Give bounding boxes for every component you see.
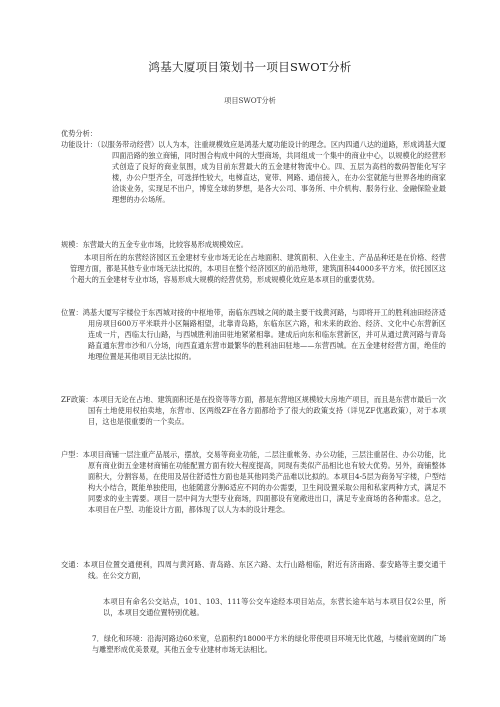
document-title: 鸿基大厦项目策划书一项目SWOT分析	[148, 60, 352, 74]
unit-type-paragraph: 户型：本项目商铺一层注重产品展示，摆放，交易等商业功能，二层注重帐务、办公功能，三层注重居住、办公功能，比原有商业街五金建材商铺在功能配置方面有较大程度提高，同现有类似产品相比也有较大优势。另外，商铺整体面积大，分割容易，在使用及居住舒适性方面也是其他同类产品难以比拟的。本项目4-5层为商务写字楼，户型结构大小结合，既能单独使用，也能随意分割6适应不同的办公需要，卫生间设置采取公用和私家两种方式，满足不同要求的业主需要。项目一层中间为大型专业商场，四面都设有宽敞进出口，满足专业商场的各种需求。总之，本项目在户型、功能设计方面，都体现了以人为本的设计理念。	[61, 450, 446, 514]
document-subtitle: 项目SWOT分析	[224, 96, 276, 105]
scale-detail-paragraph: 本项目所在的东营经济园区五金建材专业市场无论在占地面积、建筑面积、入住业主、产品品种还是在价格、经营管理方面，都是其他专业市场无法比拟的，本项目在整个经济园区的前沿地带，建筑面积44000多平方米，依托园区这个超大的五金建材专业市场，容易形成大规模的经营优势，形成规模化效应是本项目的重要优势。	[70, 253, 446, 284]
advantages-heading: 优势分析：	[61, 129, 97, 138]
zf-policy-paragraph: ZF政策：本项目无论在占地、建筑面积还是在投资等等方面，都是东营地区规模较大房地产项目，而且是东营市最后一次国有土地使用权拍卖地，东营市、区两级ZF在各方面都给予了很大的政策支持（详见ZF优惠政策），对于本项目，这也是很重要的一个卖点。	[61, 395, 446, 426]
location-paragraph: 位置：鸿基大厦写字楼位于东西城对接的中枢地带，南临东西城之间的最主要干线黄河路，与即将开工的胜利油田经济适用房项目600万平米联并小区隔路相望，北靠青岛路，东临东区六路，和未来的政治、经济、文化中心东营新区连成一片，西临太行山路，与西城胜利油田驻地紧紧相靠。建成后向东和临东营新区，并可从通过黄河路与青岛路直通东营市沙和八分场，向西直通东营市最繁华的胜利油田驻地——东营西城。在五金建材经营方面，绝佳的地理位置是其他项目无法比拟的。	[61, 308, 446, 361]
traffic-detail-paragraph: 本项目有命名公交站点，101、103、111等公交车途经本项目站点，东营长途车站与本项目仅2公里，所以，本项目交通位置特别优越。	[103, 597, 446, 617]
function-design-paragraph: 功能设计：（以服务带动经营）以人为本，注重规模效应是鸿基大厦功能设计的理念。区内四通八达的道路，形成鸿基大厦四面沿路的独立商铺，同时围合构成中间的大型商场，共同组成一个集中的商业中心，以规模化的经营形式创造了良好的商业氛围，成为目前东营最大的五金建材物流中心。四、五层为高档的数码智能化写字楼，办公户型齐全，可选择性较大，电梯直达，宽带、网路、通信接入，在办公室就能与世界各地的商家洽谈业务，实现足不出户，博览全球的梦想，是各大公司、事务所、中介机构、服务行业、金融保险业最理想的办公场所。	[61, 140, 446, 204]
traffic-paragraph: 交通：本项目位置交通便利，四周与黄河路、青岛路、东区六路、太行山路相临，附近有济南路、泰安路等主要交通干线。在公交方面，	[61, 560, 446, 580]
scale-paragraph: 规模：东营最大的五金专业市场，比较容易形成规模效应。	[61, 240, 248, 249]
greening-paragraph: 7．绿化和环境：沿海河路边60米宽，总面积约18000平方米的绿化带使项目环境无比优越，与楼前宽阔的广场与雕塑形成优美景观，其他五金专业建材市场无法相比。	[92, 634, 446, 654]
